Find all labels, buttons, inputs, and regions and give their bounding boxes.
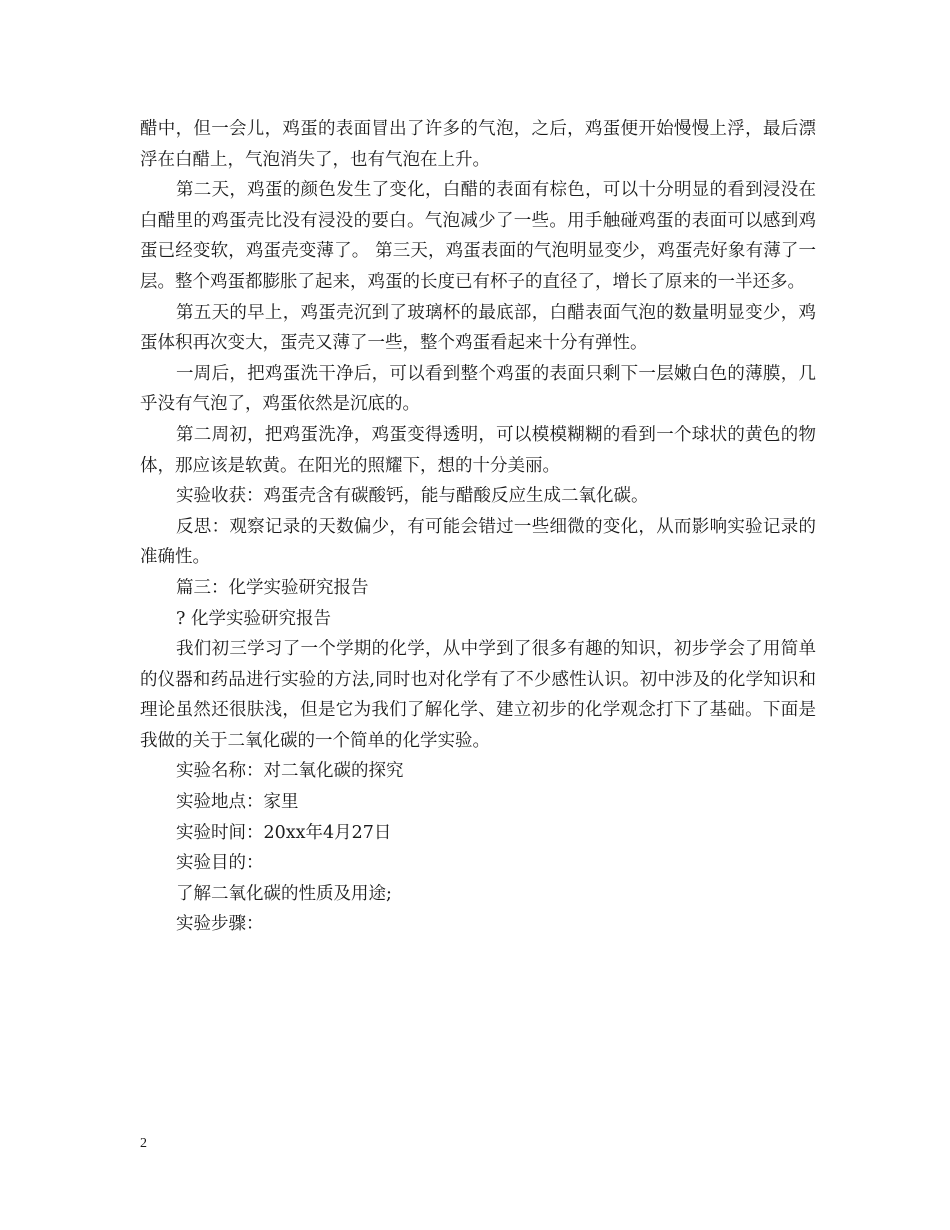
experiment-steps-label: 实验步骤：	[176, 914, 264, 935]
paragraph-intro: 我们初三学习了一个学期的化学，从中学到了很多有趣的知识，初步学会了用简单的仪器和药品进行实验的方法,同时也对化学有了不少感性认识。初中涉及的化学知识和理论虽然还很肤浅，但是它为我们了解化学、建立初步的化学观念打下了基础。下面是我做的关于二氧化碳的一个简单的化学实验。	[140, 639, 816, 751]
experiment-location: 实验地点：家里	[176, 792, 299, 813]
experiment-purpose-label: 实验目的：	[176, 853, 264, 874]
paragraph-continuation: 醋中，但一会儿，鸡蛋的表面冒出了许多的气泡，之后，鸡蛋便开始慢慢上浮，最后漂浮在白醋上，气泡消失了，也有气泡在上升。	[140, 119, 816, 170]
paragraph-harvest: 实验收获：鸡蛋壳含有碳酸钙，能与醋酸反应生成二氧化碳。	[176, 486, 649, 507]
section-heading: 篇三：化学实验研究报告	[176, 577, 369, 598]
paragraph-reflection: 反思：观察记录的天数偏少，有可能会错过一些细微的变化，从而影响实验记录的准确性。	[140, 516, 816, 568]
experiment-name: 实验名称：对二氧化碳的探究	[176, 761, 404, 782]
paragraph-day-five: 第五天的早上，鸡蛋壳沉到了玻璃杯的最底部，白醋表面气泡的数量明显变少，鸡蛋体积再次变大，蛋壳又薄了一些，整个鸡蛋看起来十分有弹性。	[140, 302, 816, 354]
paragraph-one-week: 一周后，把鸡蛋洗干净后，可以看到整个鸡蛋的表面只剩下一层嫩白色的薄膜，几乎没有气泡了，鸡蛋依然是沉底的。	[140, 363, 816, 415]
report-title: ? 化学实验研究报告	[176, 608, 331, 629]
paragraph-week-two: 第二周初，把鸡蛋洗净，鸡蛋变得透明，可以模模糊糊的看到一个球状的黄色的物体，那应该是软黄。在阳光的照耀下，想的十分美丽。	[140, 424, 816, 476]
experiment-purpose: 了解二氧化碳的性质及用途;	[176, 883, 392, 904]
paragraph-day-two-three: 第二天，鸡蛋的颜色发生了变化，白醋的表面有棕色，可以十分明显的看到浸没在白醋里的鸡蛋壳比没有浸没的要白。气泡减少了一些。用手触碰鸡蛋的表面可以感到鸡蛋已经变软，鸡蛋壳变薄了。 第三天，鸡蛋表面的气泡明显变少，鸡蛋壳好象有薄了一层。整个鸡蛋都膨胀了起来，鸡蛋的长度已有杯子的直径了，增长了原来的一半还多。	[140, 180, 816, 292]
document-body	[140, 114, 816, 940]
page-number: 2	[140, 1136, 147, 1151]
experiment-time: 实验时间：20xx年4月27日	[176, 822, 392, 843]
